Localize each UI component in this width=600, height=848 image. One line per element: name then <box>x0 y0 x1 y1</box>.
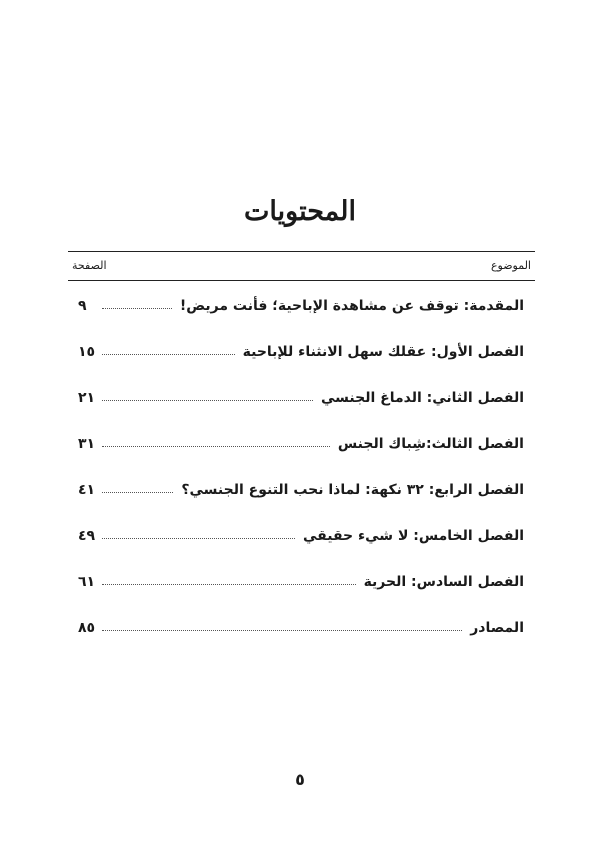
toc-entry <box>78 572 524 618</box>
leader-dots <box>102 342 235 355</box>
leader-dots <box>102 296 172 309</box>
toc-entry <box>78 296 524 342</box>
toc-entry <box>78 342 524 388</box>
toc-list <box>78 296 524 664</box>
toc-entry-title: الفصل السادس: الحرية <box>363 574 524 590</box>
toc-entry <box>78 388 524 434</box>
leader-dots <box>102 434 330 447</box>
leader-dots <box>102 526 295 539</box>
toc-entry-page: ٤١ <box>78 482 96 498</box>
leader-dots <box>102 480 173 493</box>
header-top-rule <box>68 251 535 252</box>
toc-header <box>68 258 535 276</box>
header-bottom-rule <box>68 280 535 281</box>
subject-column-label: الموضوع <box>490 259 531 272</box>
toc-entry <box>78 480 524 526</box>
toc-entry-page: ٩ <box>78 298 87 314</box>
toc-entry-title: المقدمة: توقف عن مشاهدة الإباحية؛ فأنت مريض! <box>179 298 524 314</box>
leader-dots <box>102 388 313 401</box>
toc-entry-page: ٨٥ <box>78 620 96 636</box>
toc-entry-title: الفصل الخامس: لا شيء حقيقي <box>302 528 524 544</box>
toc-entry-title: الفصل الثاني: الدماغ الجنسي <box>321 390 524 406</box>
footer-page-number: ٥ <box>295 770 305 789</box>
toc-entry-page: ٦١ <box>78 574 96 590</box>
toc-entry-page: ١٥ <box>78 344 96 360</box>
toc-entry <box>78 434 524 480</box>
leader-dots <box>102 618 462 631</box>
toc-entry-page: ٣١ <box>78 436 96 452</box>
page-title: المحتويات <box>243 196 357 227</box>
toc-entry-title: الفصل الثالث:شِباك الجنس <box>337 436 524 452</box>
toc-entry <box>78 526 524 572</box>
toc-entry-page: ٢١ <box>78 390 96 406</box>
leader-dots <box>102 572 356 585</box>
toc-entry-title: الفصل الأول: عقلك سهل الانثناء للإباحية <box>242 344 524 360</box>
page-column-label: الصفحة <box>72 259 107 272</box>
toc-entry-title: الفصل الرابع: ٣٢ نكهة: لماذا نحب التنوع الجنسي؟ <box>181 482 524 498</box>
toc-entry-title: المصادر <box>470 620 524 636</box>
toc-entry-page: ٤٩ <box>78 528 96 544</box>
toc-entry <box>78 618 524 664</box>
